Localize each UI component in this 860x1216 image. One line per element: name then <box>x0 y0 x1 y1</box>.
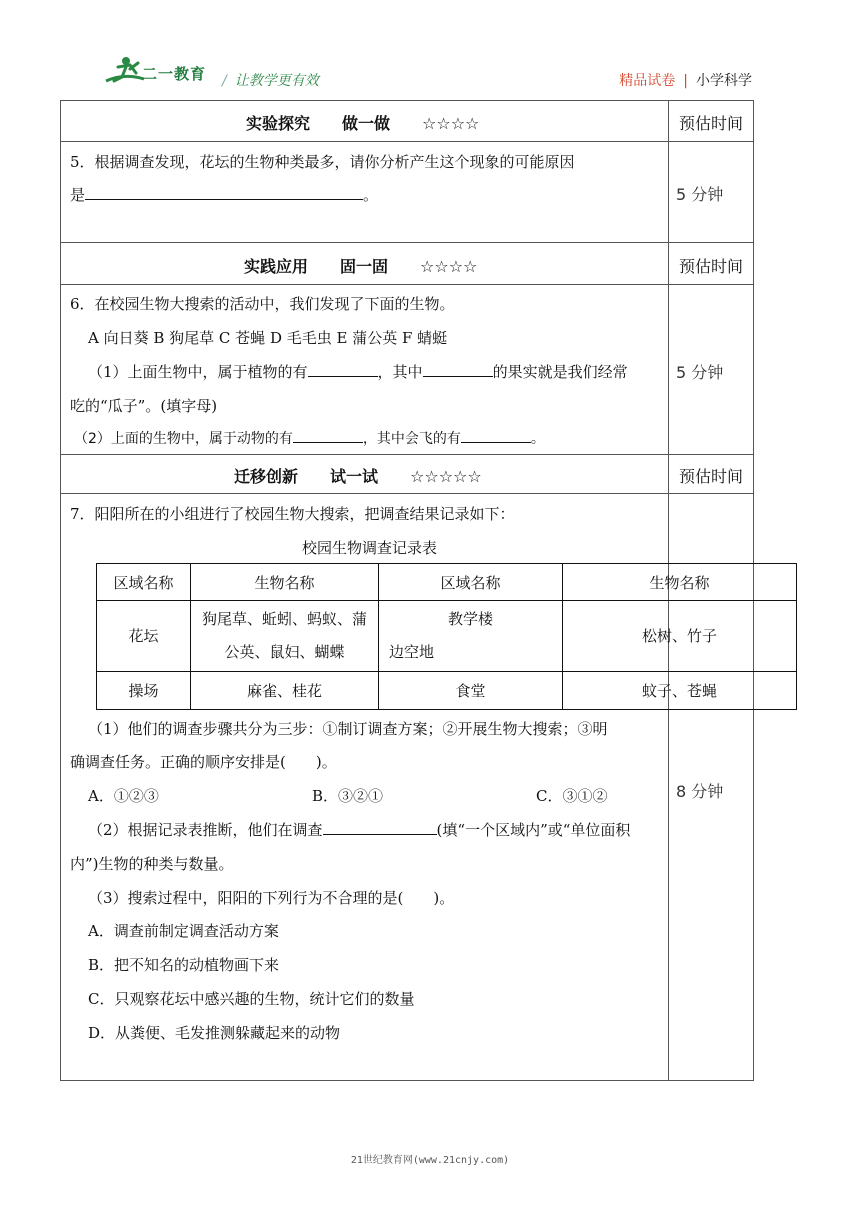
table-cell: 操场 <box>97 672 191 710</box>
q7-option-b[interactable]: B．③②① <box>312 787 384 805</box>
q7-choice-d[interactable]: D．从粪便、毛发推测躲藏起来的动物 <box>88 1024 341 1042</box>
table-cell: 蚊子、苍蝇 <box>563 672 797 710</box>
section-title-practice: 实践应用 固一固 ☆☆☆☆ <box>244 257 478 276</box>
section-title-transfer: 迁移创新 试一试 ☆☆☆☆☆ <box>234 467 482 486</box>
header-right <box>619 70 752 90</box>
section-title-experiment: 实验探究 做一做 ☆☆☆☆ <box>246 114 480 133</box>
table-cell: 食堂 <box>379 672 563 710</box>
q7-part2-hint: (填“一个区域内”或“单位面积 <box>436 821 631 839</box>
q7-part2 <box>88 819 630 840</box>
table-cell <box>191 601 379 672</box>
q7-scope-blank[interactable] <box>323 820 437 835</box>
table-header: 生物名称 <box>563 564 797 601</box>
q6-organisms: A 向日葵 B 狗尾草 C 苍蝇 D 毛毛虫 E 蒲公英 F 蜻蜓 <box>88 329 448 347</box>
q6-text: 6．在校园生物大搜索的活动中，我们发现了下面的生物。 <box>70 295 455 313</box>
q6-time: 5 分钟 <box>676 363 724 382</box>
q6-seed-blank[interactable] <box>423 362 493 377</box>
page-footer: 21世纪教育网(www.21cnjy.com) <box>350 1155 510 1166</box>
table-header: 区域名称 <box>379 564 563 601</box>
q5-time: 5 分钟 <box>676 185 724 204</box>
survey-table <box>96 563 717 710</box>
q7-part1: （1）他们的调查步骤共分为三步：①制订调查方案；②开展生物大搜索；③明 <box>88 720 608 738</box>
row-divider <box>60 242 754 243</box>
cell-line: 狗尾草、蚯蚓、蚂蚁、蒲 <box>201 610 367 628</box>
q7-choice-b[interactable]: B．把不知名的动植物画下来 <box>88 956 280 974</box>
q6-part2-mid: ，其中会飞的有 <box>362 431 461 447</box>
q5-blank[interactable] <box>85 185 363 200</box>
q6-part1-mid: ，其中 <box>377 363 423 381</box>
q7-choice-a[interactable]: A．调查前制定调查活动方案 <box>88 922 279 940</box>
logo-text: 二一教育 <box>142 65 207 83</box>
q7-table-title: 校园生物调查记录表 <box>302 539 438 557</box>
header-label: 精品试卷 <box>619 73 676 89</box>
table-cell: 花坛 <box>97 601 191 672</box>
header-separator: | <box>683 73 688 89</box>
slogan-slash: / <box>222 73 227 89</box>
q5-suffix: 。 <box>363 186 379 204</box>
q7-option-a[interactable]: A．①②③ <box>88 787 159 805</box>
page-header <box>0 0 860 100</box>
table-header: 生物名称 <box>191 564 379 601</box>
q7-option-c[interactable]: C．③①② <box>536 787 608 805</box>
q5-answer-line <box>70 184 378 205</box>
table-header: 区域名称 <box>97 564 191 601</box>
q7-part2-cont: 内”)生物的种类与数量。 <box>70 855 234 873</box>
q6-flying-blank[interactable] <box>461 428 531 443</box>
row-divider <box>60 141 754 142</box>
table-cell <box>379 601 563 672</box>
row-divider <box>60 454 754 455</box>
cell-line: 公英、鼠妇、蝴蝶 <box>224 643 345 661</box>
q5-prefix: 是 <box>70 186 86 204</box>
row-divider <box>60 493 754 494</box>
row-divider <box>60 284 754 285</box>
q7-part1-cont: 确调查任务。正确的顺序安排是( )。 <box>70 753 337 771</box>
time-header: 预估时间 <box>678 257 743 276</box>
q6-plants-blank[interactable] <box>308 362 378 377</box>
time-header: 预估时间 <box>678 114 743 133</box>
q7-choice-c[interactable]: C．只观察花坛中感兴趣的生物，统计它们的数量 <box>88 990 415 1008</box>
q6-part1-end: 的果实就是我们经常 <box>492 363 628 381</box>
q7-part3: （3）搜索过程中，阳阳的下列行为不合理的是( )。 <box>88 889 455 907</box>
q6-part2-end: 。 <box>530 431 545 447</box>
slogan <box>222 70 319 90</box>
q6-part2-text: （2）上面的生物中，属于动物的有 <box>74 431 293 447</box>
q6-animals-blank[interactable] <box>293 428 363 443</box>
q6-part1-cont: 吃的“瓜子”。(填字母) <box>70 397 218 415</box>
q5-text: 5．根据调查发现，花坛的生物种类最多，请你分析产生这个现象的可能原因 <box>70 153 575 171</box>
q6-part1 <box>88 361 628 382</box>
q6-part2 <box>74 428 545 448</box>
header-subject: 小学科学 <box>696 73 752 89</box>
q7-time: 8 分钟 <box>676 782 724 801</box>
q6-part1-text: （1）上面生物中，属于植物的有 <box>88 363 308 381</box>
table-cell: 松树、竹子 <box>563 601 797 672</box>
q7-part2-text: （2）根据记录表推断，他们在调查 <box>88 821 323 839</box>
cell-line: 教学楼 <box>447 610 493 628</box>
cell-line: 边空地 <box>389 643 435 661</box>
table-cell: 麻雀、桂花 <box>191 672 379 710</box>
q7-text: 7．阳阳所在的小组进行了校园生物大搜索，把调查结果记录如下： <box>70 505 515 523</box>
time-header: 预估时间 <box>678 467 743 486</box>
slogan-text: 让教学更有效 <box>234 73 319 89</box>
